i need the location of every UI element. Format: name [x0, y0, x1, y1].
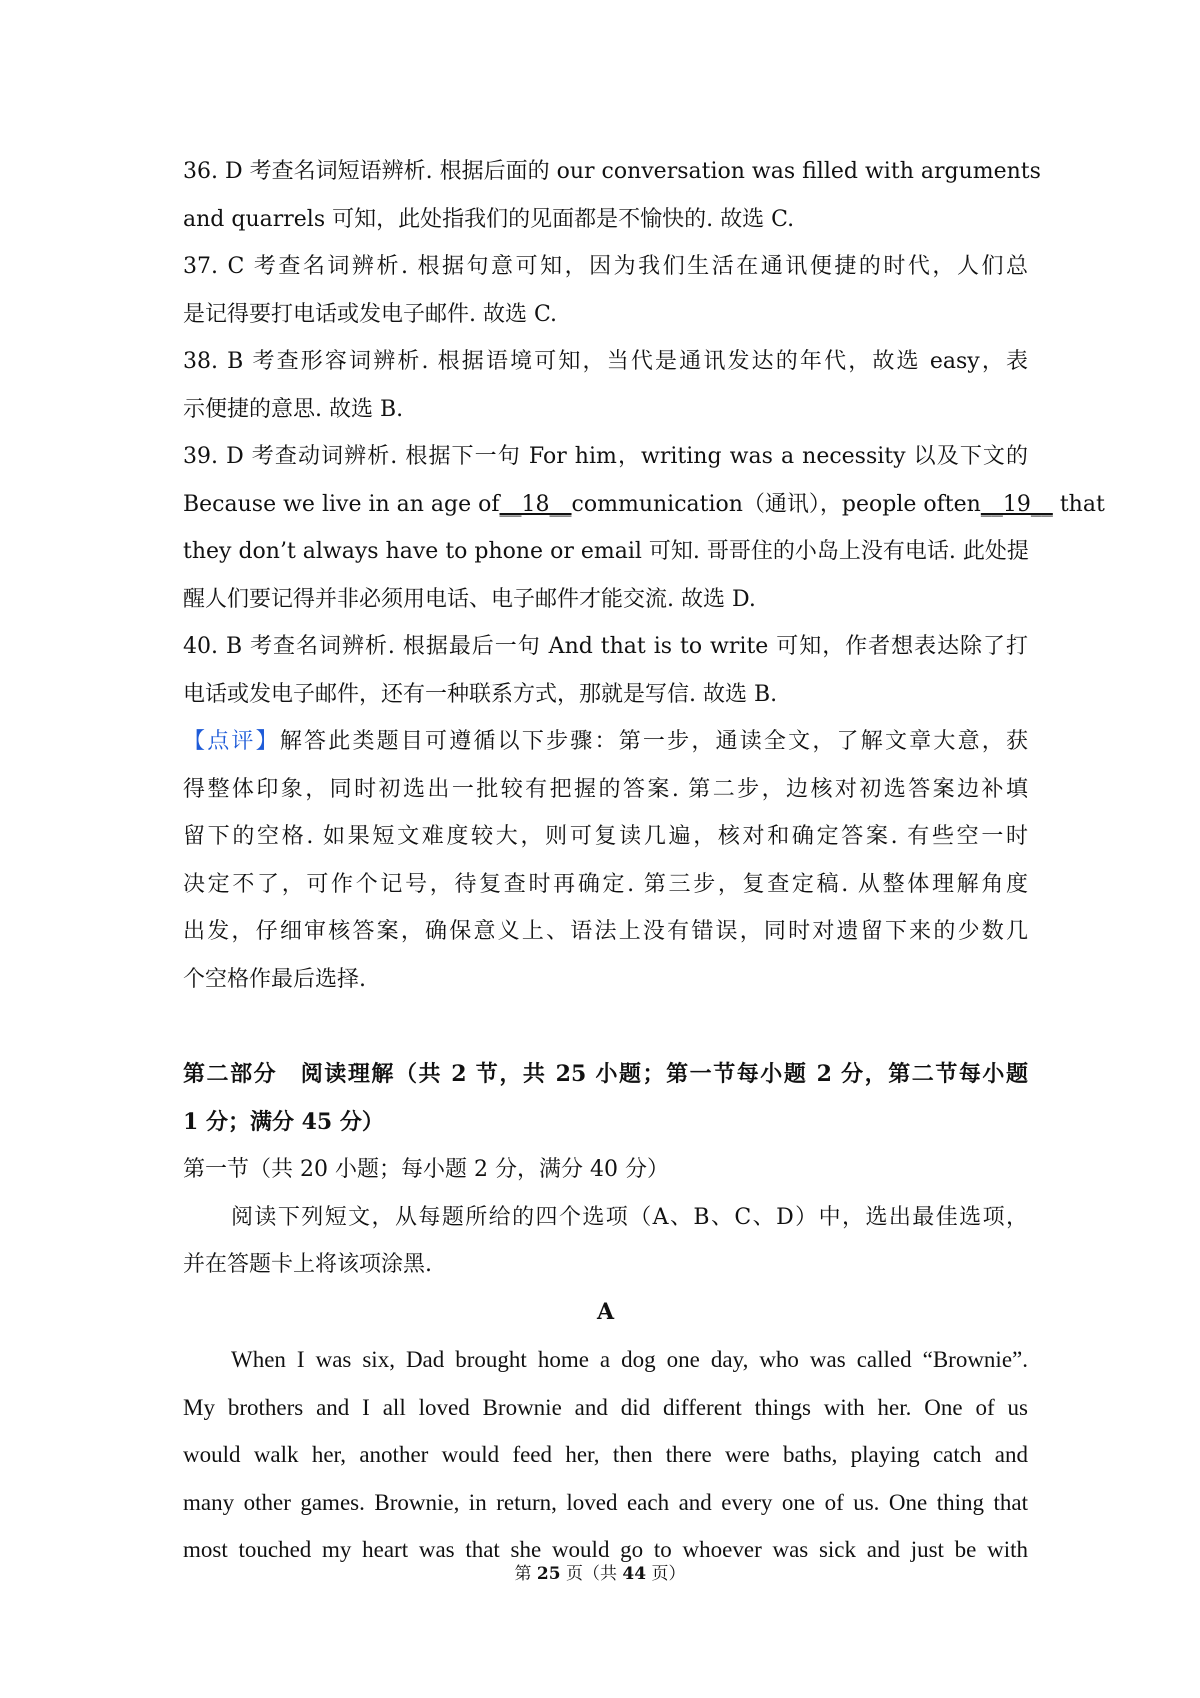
comment-line-1-text: 解答此类题目可遵循以下步骤：第一步，通读全文，了解文章大意，获 — [279, 729, 1028, 754]
section1-title: 第一节（共 20 小题；每小题 2 分，满分 40 分） — [183, 1157, 669, 1182]
footer-prefix: 第 — [514, 1564, 537, 1584]
comment-line-6: 个空格作最后选择. — [183, 966, 366, 992]
blank-19: __19__ — [980, 491, 1053, 517]
answer-39-line-4: 醒人们要记得并非必须用电话、电子邮件才能交流. 故选 D. — [183, 586, 756, 612]
document-page — [183, 148, 1105, 1574]
part2-heading-line-2: 1 分；满分 45 分） — [183, 1108, 384, 1135]
answer-37-line-1: 37. C 考查名词辨析. 根据句意可知，因为我们生活在通讯便捷的时代，人们总 — [183, 254, 1028, 279]
part2-heading-line-1: 第二部分 阅读理解（共 2 节，共 25 小题；第一节每小题 2 分，第二节每小题 — [183, 1061, 1028, 1087]
passage-line-3: would walk her, another would feed her, then there were baths, playing catch and — [183, 1442, 1028, 1467]
page-footer — [0, 1559, 1200, 1584]
answer-37-line-2: 是记得要打电话或发电子邮件. 故选 C. — [183, 301, 558, 327]
answer-39-line-2-pre: Because we live in an age of — [183, 491, 500, 517]
section-spacer — [183, 1003, 1028, 1051]
answer-38-line-1: 38. B 考查形容词辨析. 根据语境可知，当代是通讯发达的年代，故选 easy，表 — [183, 349, 1028, 374]
comment-line-3: 留下的空格. 如果短文难度较大，则可复读几遍，核对和确定答案. 有些空一时 — [183, 824, 1028, 849]
comment-line-5: 出发，仔细审核答案，确保意义上、语法上没有错误，同时对遗留下来的少数几 — [183, 919, 1028, 944]
answer-39-line-2-post: that — [1052, 491, 1105, 517]
comment-tag: 【点评】 — [183, 729, 280, 754]
answer-38-line-2: 示便捷的意思. 故选 B. — [183, 396, 404, 422]
blank-18: __18__ — [499, 491, 572, 517]
comment-line-4: 决定不了，可作个记号，待复查时再确定. 第三步，复查定稿. 从整体理解角度 — [183, 871, 1028, 897]
answer-40-line-1: 40. B 考查名词辨析. 根据最后一句 And that is to write 可知，作者想表达除了打 — [183, 634, 1028, 659]
passage-line-1: When I was six, Dad brought home a dog one day, who was called “Brownie”. — [231, 1347, 1028, 1372]
footer-suffix: 页） — [646, 1564, 686, 1584]
footer-total-pages: 44 — [622, 1564, 647, 1584]
answer-36-line-1: 36. D 考查名词短语辨析. 根据后面的 our conversation was filled with arguments — [183, 159, 1041, 184]
footer-page-number: 25 — [536, 1564, 561, 1584]
footer-middle: 页（共 — [560, 1564, 623, 1584]
answer-39-line-2-mid: communication（通讯），people often — [571, 491, 981, 517]
instruction-line-2: 并在答题卡上将该项涂黑. — [183, 1252, 432, 1277]
comment-line-2: 得整体印象，同时初选出一批较有把握的答案. 第二步，边核对初选答案边补填 — [183, 776, 1028, 802]
answer-39-line-3: they don’t always have to phone or email 可知. 哥哥住的小岛上没有电话. 此处提 — [183, 539, 1029, 564]
answer-40-line-2: 电话或发电子邮件，还有一种联系方式，那就是写信. 故选 B. — [183, 681, 778, 707]
answer-39-line-1: 39. D 考查动词辨析. 根据下一句 For him，writing was a necessity 以及下文的 — [183, 444, 1028, 469]
passage-line-5: most touched my heart was that she would go to whoever was sick and just be with — [183, 1537, 1028, 1562]
passage-line-2: My brothers and I all loved Brownie and did different things with her. One of us — [183, 1394, 1028, 1420]
answer-39-line-2 — [183, 481, 1105, 529]
passage-line-4: many other games. Brownie, in return, loved each and every one of us. One thing that — [183, 1489, 1028, 1515]
answer-36-line-2: and quarrels 可知，此处指我们的见面都是不愉快的. 故选 C. — [183, 206, 795, 232]
comment-line-1 — [183, 718, 1028, 766]
instruction-line-1: 阅读下列短文，从每题所给的四个选项（A、B、C、D）中，选出最佳选项， — [231, 1204, 1028, 1230]
passage-label: A — [596, 1298, 615, 1325]
